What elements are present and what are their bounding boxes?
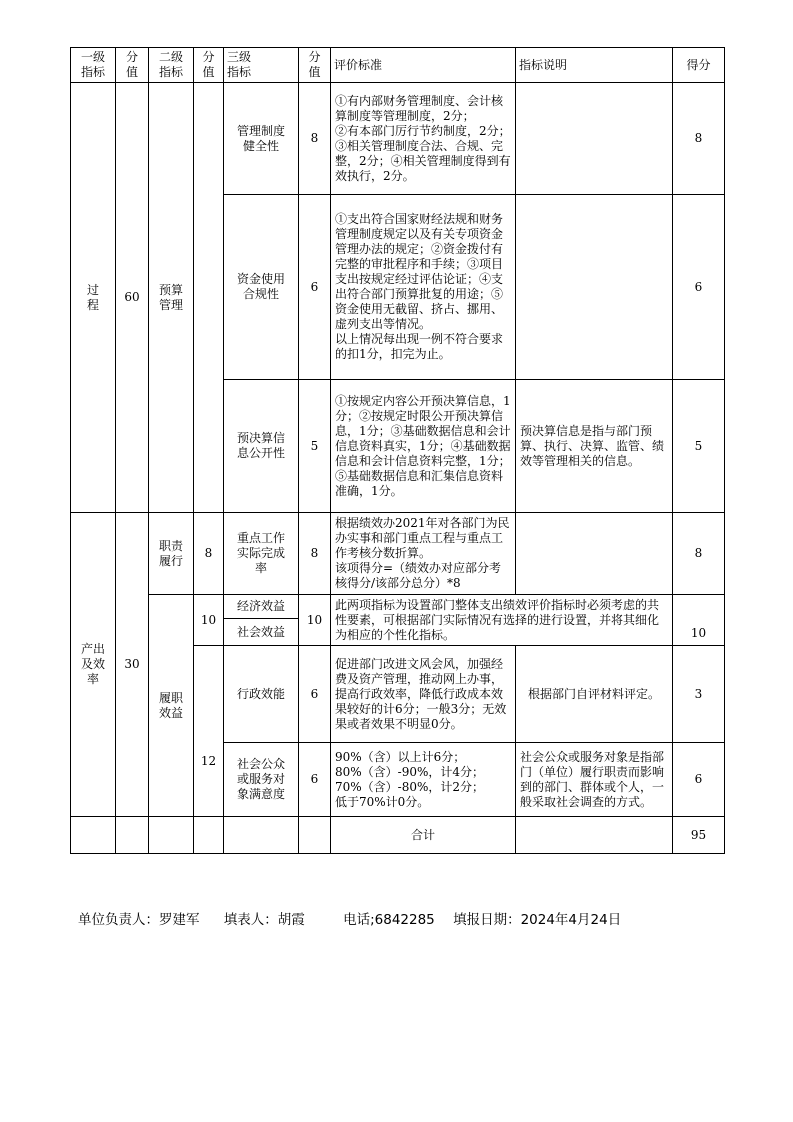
- social-benefit: 社会效益: [224, 619, 299, 646]
- satisfaction-level3: 社会公众 或服务对 象满意度: [224, 743, 299, 817]
- admin-result: 3: [673, 646, 725, 743]
- header-level2: 二级 指标: [149, 48, 194, 83]
- header-score3: 分 值: [299, 48, 331, 83]
- benefit-sub-score: 10: [194, 595, 224, 646]
- econ-benefit: 经济效益: [224, 595, 299, 619]
- row-level3: 资金使用 合规性: [224, 195, 299, 380]
- row-criteria: [331, 83, 516, 195]
- header-level1: 一级 指标: [71, 48, 116, 83]
- row-result: 5: [673, 380, 725, 513]
- total-empty: [71, 817, 116, 854]
- total-empty: [116, 817, 149, 854]
- total-row: [71, 817, 725, 854]
- benefit-level2: 履职 效益: [149, 595, 194, 817]
- row-score: 5: [299, 380, 331, 513]
- fill-date: 填报日期：2024年4月24日: [453, 912, 622, 928]
- total-result: 95: [673, 817, 725, 854]
- duty-criteria: [331, 513, 516, 595]
- header-level3: 三级 指标: [224, 48, 299, 83]
- header-result: 得分: [673, 48, 725, 83]
- criteria-text: ①支出符合国家财经法规和财务管理制度规定以及有关专项资金管理办法的规定；②资金拨付有完整的审批程序和手续；③项目支出按规定经过评估论证；④支出符合部门预算批复的用途；⑤资金使用无截留、挤占、挪用、虚列支出等情况。 以上情况每出现一例不符合要求的扣1分，扣完为止。: [335, 212, 504, 361]
- process-level2: 预算 管理: [149, 83, 194, 513]
- benefit-criteria: [331, 595, 673, 646]
- criteria-text: 90%（含）以上计6分； 80%（含）-90%，计4分； 70%（含）-80%，计2分； 低于70%计0分。: [335, 749, 485, 809]
- benefit-result: 10: [673, 595, 725, 646]
- duty-level3: 重点工作 实际完成 率: [224, 513, 299, 595]
- header-explanation: 指标说明: [516, 48, 673, 83]
- row-explanation: [516, 195, 673, 380]
- process-score2: [194, 83, 224, 513]
- criteria-text: 此两项指标为设置部门整体支出绩效评价指标时必须考虑的共性要素，可根据部门实际情况有选择的进行设置，并将其细化为相应的个性化指标。: [335, 597, 660, 642]
- row-criteria: [331, 380, 516, 513]
- table-row: [71, 83, 725, 195]
- admin-explanation: 根据部门自评材料评定。: [516, 646, 673, 743]
- satisfaction-explanation: [516, 743, 673, 817]
- row-explanation: [516, 380, 673, 513]
- total-empty: [149, 817, 194, 854]
- duty-explanation: [516, 513, 673, 595]
- row-level3: 预决算信 息公开性: [224, 380, 299, 513]
- total-empty: [224, 817, 299, 854]
- row-result: 8: [673, 83, 725, 195]
- header-row: [71, 48, 725, 83]
- phone-number: 电话;6842285: [343, 912, 435, 928]
- unit-leader: 单位负责人：罗建军: [78, 912, 200, 928]
- table-row: [71, 513, 725, 595]
- benefit-score: 10: [299, 595, 331, 646]
- table-row: [71, 595, 725, 619]
- evaluation-table: [70, 47, 725, 854]
- total-empty: [194, 817, 224, 854]
- total-empty: [299, 817, 331, 854]
- duty-result: 8: [673, 513, 725, 595]
- duty-score2: 8: [194, 513, 224, 595]
- output-score1: 30: [116, 513, 149, 817]
- row-result: 6: [673, 195, 725, 380]
- process-score1: 60: [116, 83, 149, 513]
- header-score2: 分 值: [194, 48, 224, 83]
- header-criteria: 评价标准: [331, 48, 516, 83]
- row-criteria: [331, 195, 516, 380]
- duty-score: 8: [299, 513, 331, 595]
- explanation-text: 社会公众或服务对象是指部门（单位）履行职责而影响到的部门、群体或个人，一般采取社会调查的方式。: [520, 749, 665, 809]
- criteria-text: 促进部门改进文风会风，加强经费及资产管理，推动网上办事，提高行政效率，降低行政成本效果较好的计6分；一般3分；无效果或者效果不明显0分。: [335, 656, 507, 731]
- row-score: 6: [299, 195, 331, 380]
- criteria-text: ①按规定内容公开预决算信息，1分；②按规定时限公开预决算信息，1分；③基础数据信息和会计信息资料真实，1分；④基础数据信息和会计信息资料完整，1分；⑤基础数据信息和汇集信息资料准确，1分。: [335, 393, 511, 498]
- total-label: 合计: [331, 817, 516, 854]
- satisfaction-score: 6: [299, 743, 331, 817]
- duty-level2: 职责 履行: [149, 513, 194, 595]
- output-level1: 产出 及效 率: [71, 513, 116, 817]
- admin-level3: 行政效能: [224, 646, 299, 743]
- row-score: 8: [299, 83, 331, 195]
- row-level3: 管理制度 健全性: [224, 83, 299, 195]
- process-level1: 过 程: [71, 83, 116, 513]
- admin-criteria: [331, 646, 516, 743]
- benefit-score2: 12: [194, 646, 224, 817]
- header-score1: 分 值: [116, 48, 149, 83]
- form-filler: 填表人：胡霞: [223, 912, 305, 928]
- footer: [78, 908, 728, 928]
- criteria-text: 根据绩效办2021年对各部门为民办实事和部门重点工程与重点工作考核分数折算。 该项得分=（绩效办对应部分考核得分/该部分总分）*8: [335, 516, 510, 590]
- criteria-text: ①有内部财务管理制度、会计核算制度等管理制度，2分； ②有本部门厉行节约制度，2分； ③相关管理制度合法、合规、完整，2分；④相关管理制度得到有效执行，2分。: [335, 93, 511, 183]
- satisfaction-result: 6: [673, 743, 725, 817]
- explanation-text: 预决算信息是指与部门预算、执行、决算、监管、绩效等管理相关的信息。: [520, 423, 665, 468]
- satisfaction-criteria: [331, 743, 516, 817]
- admin-score: 6: [299, 646, 331, 743]
- total-empty: [516, 817, 673, 854]
- row-explanation: [516, 83, 673, 195]
